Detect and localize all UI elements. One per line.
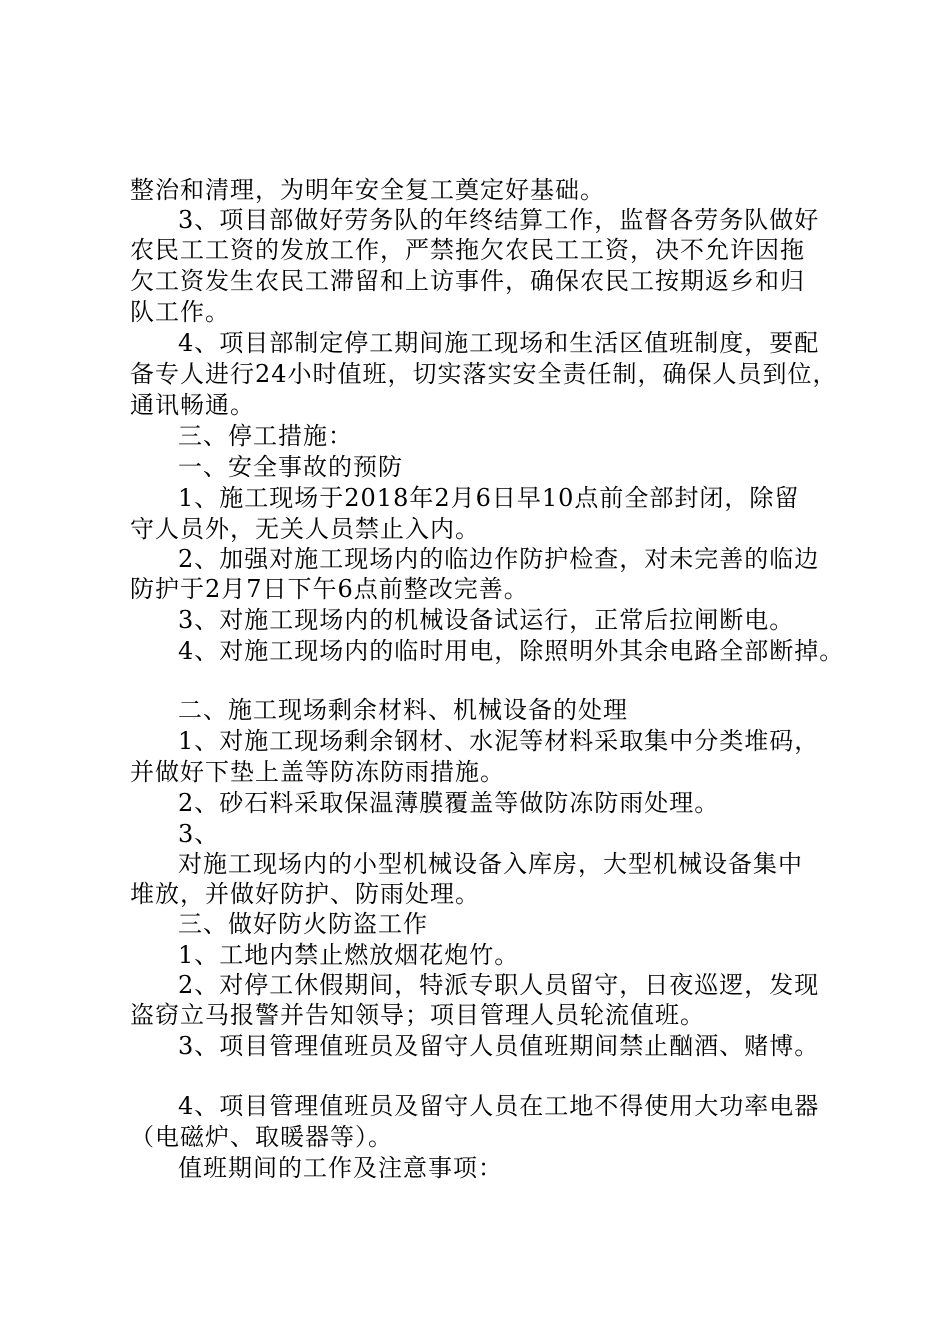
text-line: 3、 <box>178 820 220 848</box>
text-line: 3、对施工现场内的机械设备试运行，正常后拉闸断电。 <box>178 606 795 634</box>
text-line: 对施工现场内的小型机械设备入库房，大型机械设备集中 <box>178 850 803 878</box>
text-line: 4、项目管理值班员及留守人员在工地不得使用大功率电器 <box>178 1092 820 1120</box>
text-line: 防护于2月7日下午6点前整改完善。 <box>130 575 529 603</box>
text-line: 欠工资发生农民工滞留和上访事件，确保农民工按期返乡和归 <box>130 267 805 295</box>
text-line: 队工作。 <box>130 298 230 326</box>
text-line: 2、对停工休假期间，特派专职人员留守，日夜巡逻，发现 <box>178 971 820 999</box>
text-line: 备专人进行24小时值班，切实落实安全责任制，确保人员到位， <box>130 360 838 388</box>
text-line: 农民工工资的发放工作，严禁拖欠农民工工资，决不允许因拖 <box>130 236 805 264</box>
text-line: 1、施工现场于2018年2月6日早10点前全部封闭，除留 <box>178 484 800 512</box>
text-line: 通讯畅通。 <box>130 391 255 419</box>
section-heading: 三、停工措施： <box>178 422 353 450</box>
text-line: 堆放，并做好防护、防雨处理。 <box>130 880 480 908</box>
section-heading: 一、安全事故的预防 <box>178 453 403 481</box>
text-line: 1、工地内禁止燃放烟花炮竹。 <box>178 941 520 969</box>
text-line: 3、项目管理值班员及留守人员值班期间禁止酗酒、赌博。 <box>178 1032 820 1060</box>
text-line: 整治和清理，为明年安全复工奠定好基础。 <box>130 176 605 204</box>
section-heading: 二、施工现场剩余材料、机械设备的处理 <box>178 696 628 724</box>
text-line: 盗窃立马报警并告知领导；项目管理人员轮流值班。 <box>130 1001 705 1029</box>
text-line: 2、砂石料采取保温薄膜覆盖等做防冻防雨处理。 <box>178 789 720 817</box>
text-line: （电磁炉、取暖器等）。 <box>130 1123 393 1151</box>
text-line: 1、对施工现场剩余钢材、水泥等材料采取集中分类堆码， <box>178 727 820 755</box>
text-line: 守人员外，无关人员禁止入内。 <box>130 515 480 543</box>
text-line: 4、对施工现场内的临时用电，除照明外其余电路全部断掉。 <box>178 637 845 665</box>
text-line: 并做好下垫上盖等防冻防雨措施。 <box>130 758 505 786</box>
text-line: 3、项目部做好劳务队的年终结算工作，监督各劳务队做好 <box>178 206 820 234</box>
text-line: 4、项目部制定停工期间施工现场和生活区值班制度，要配 <box>178 329 820 357</box>
text-line: 值班期间的工作及注意事项： <box>178 1154 503 1182</box>
text-line: 2、加强对施工现场内的临边作防护检查，对未完善的临边 <box>178 545 820 573</box>
section-heading: 三、做好防火防盗工作 <box>178 910 428 938</box>
